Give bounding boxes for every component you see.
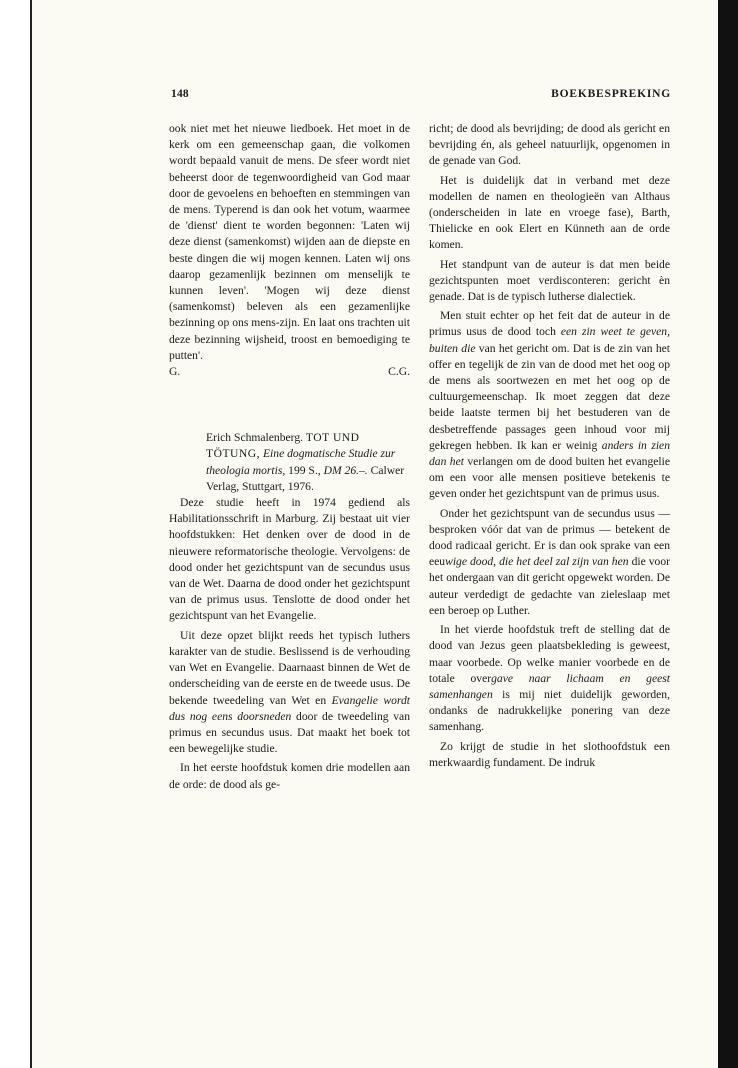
italic-run: anders in zien dan het: [429, 438, 670, 469]
paragraph: Het standpunt van de auteur is dat men beide gezichtspunten moet verdisconteren: gericht èn genade. Dat is de typisch lutherse dialectiek.: [429, 257, 670, 304]
signature-initial: G.: [169, 365, 181, 379]
book-citation: [206, 430, 410, 495]
text-run: door de tweedeling van primus en secundus usus. Dat maakt het boek tot een bewegelijke studie.: [169, 709, 410, 756]
citation-title: TOT UND TÖTUNG,: [206, 431, 360, 461]
citation-subtitle: Eine dogmatische Studie zur theologia mortis,: [206, 447, 396, 477]
paragraph: Zo krijgt de studie in het slothoofdstuk een merkwaardig fundament. De indruk: [429, 739, 670, 769]
paragraph: [169, 628, 410, 758]
text-run: van het gericht om. Dat is de zin van het offer en tegelijk de zin van de dood met het oog op de mens als soortwezen en met het oog op de cultuurgemeenschap. Ik moet zeggen dat deze beide laatste termen bij het bestuderen van de desbetreffende passages geen inhoud voor mij gekregen hebben. Ik kan er weinig: [429, 341, 670, 452]
text-run: die voor het ondergaan van dit gericht opgewekt worden. De auteur verdedigt de gedachte van zieleslaap met een beroep op Luther.: [429, 555, 670, 617]
text-run: is mij niet duidelijk geworden, ondanks de nadrukkelijke ponering van deze samenhang.: [429, 687, 670, 734]
italic-run: wige dood, die het deel zal zijn van hen: [445, 555, 629, 569]
citation-pages: 199 S.,: [288, 463, 321, 477]
page-number: 148: [171, 88, 189, 100]
signature-row: [169, 364, 410, 380]
review-continuation: ook niet met het nieuwe liedboek. Het moet in de kerk om een gemeenschap gaan, die volkomen wordt bepaald vanuit de mens. De sfeer wordt niet beheerst door de tegenwoordigheid van God maar door de gevoelens en behoeften en stemmingen van de mens. Typerend is dan ook het votum, waarmee de 'dienst' dient te worden begonnen: 'Laten wij deze dienst (samenkomst) wijden aan de diepste en beste dingen die wij mogen kennen. Laten wij ons daarop gezamenlijk bezinnen om menselijk te kunnen leven'. 'Mogen wij deze dienst (samenkomst) beleven als een gezamenlijke bezinning op ons mens-zijn. En laat ons trachten uit deze bezinning wijsheid, troost en bemoediging te putten'.: [169, 122, 410, 362]
citation-price: DM 26.–.: [323, 463, 368, 477]
paragraph: Het is duidelijk dat in verband met deze modellen de namen en theologieën van Althaus (onderscheiden in late en vroege fase), Barth, Thielicke en ook Elert en Künneth aan de orde komen.: [429, 173, 670, 252]
scan-right-edge: [718, 0, 738, 1068]
paragraph: richt; de dood als bevrijding; de dood als gericht en bevrijding én, als geheel natuurlijk, opgenomen in de genade van God.: [429, 122, 670, 168]
signature-author: C.G.: [388, 365, 410, 379]
text-run: In het vierde hoofdstuk treft de stelling dat de dood van Jezus geen plaatsbekleding is geweest, maar voorbede. Op welke manier voorbede en de totale over: [429, 623, 670, 685]
text-run: Uit deze opzet blijkt reeds het typisch luthers karakter van de studie. Beslissend is de verhouding van Wet en Evangelie. Daarnaast binnen de Wet de onderscheiding van de eerste en de tweede usus. De bekende tweedeling van Wet en: [169, 628, 410, 707]
paragraph: [429, 308, 670, 502]
running-title: BOEKBESPREKING: [551, 88, 671, 100]
page-header: [171, 88, 671, 104]
italic-run: Evangelie wordt dus nog eens doorsneden: [169, 693, 410, 723]
italic-run: een zin weet te geven, buiten die: [429, 325, 670, 355]
italic-run: gave naar lichaam en geest samenhangen: [429, 671, 670, 701]
left-column: [169, 121, 410, 793]
citation-publisher: Calwer Verlag, Stuttgart, 1976.: [206, 463, 405, 493]
text-run: Onder het gezichtspunt van de secundus usus — besproken vóór dat van de primus — betekent de dood radicaal gericht. Er is dan ook sprake van een eeu: [429, 506, 670, 569]
paragraph: Deze studie heeft in 1974 gediend als Habilitationsschrift in Marburg. Zij bestaat uit vier hoofdstukken: Het denken over de dood in de nieuwere reformatorische theologie. Vervolgens: de dood onder het gezichtspunt van de secundus usus van de Wet. Daarna de dood onder het gezichtspunt van de primus usus. Tenslotte de dood onder het gezichtspunt van het Evangelie.: [169, 496, 410, 623]
paragraph: [429, 622, 670, 735]
text-run: Men stuit echter op het feit dat de auteur in de primus usus de dood toch: [429, 309, 670, 339]
text-run: verlangen om de dood buiten het evangelie om een voor alle mensen positieve betekenis te geven onder het gezichtspunt van de primus usus.: [429, 455, 670, 501]
citation-author: Erich Schmalenberg.: [206, 431, 304, 445]
paragraph: In het eerste hoofdstuk komen drie modellen aan de orde: de dood als ge-: [169, 761, 410, 791]
paragraph: [429, 506, 670, 619]
right-column: [429, 121, 670, 771]
